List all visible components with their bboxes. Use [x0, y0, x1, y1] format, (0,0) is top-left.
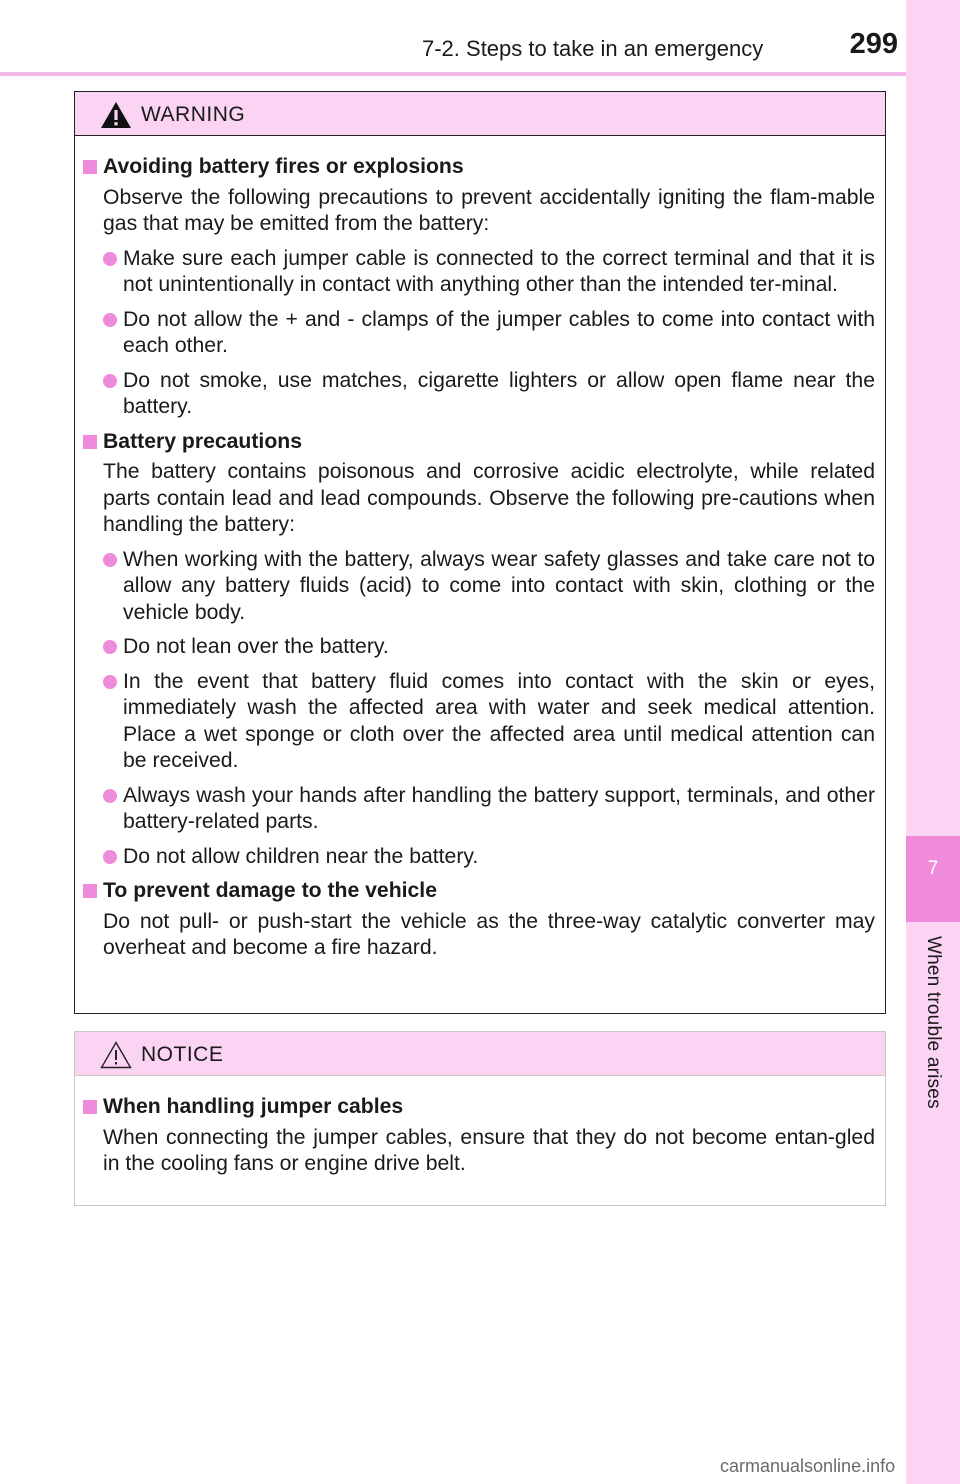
warning-label: WARNING	[141, 103, 246, 126]
section-heading: Battery precautions	[103, 429, 875, 456]
warning-section	[83, 429, 875, 871]
section-heading: When handling jumper cables	[103, 1094, 875, 1121]
warning-header	[75, 92, 885, 136]
chapter-title: When trouble arises	[923, 936, 944, 1109]
header-divider	[0, 72, 906, 76]
warning-box	[74, 91, 886, 1014]
section-title: 7-2. Steps to take in an emergency	[422, 36, 764, 61]
site-watermark: carmanualsonline.info	[720, 1456, 896, 1476]
bullet-item: Do not lean over the battery.	[103, 634, 875, 661]
chapter-side-tab	[906, 0, 960, 1484]
notice-triangle-icon	[99, 1040, 133, 1070]
notice-header	[75, 1032, 885, 1076]
notice-section	[83, 1094, 875, 1178]
warning-section	[83, 878, 875, 962]
warning-triangle-icon	[99, 100, 133, 130]
section-intro: Observe the following precautions to prevent accidentally igniting the flam-mable gas that may be emitted from the battery:	[103, 185, 875, 235]
bullet-item: Do not smoke, use matches, cigarette lighters or allow open flame near the battery.	[103, 368, 875, 421]
bullet-item: Do not allow children near the battery.	[103, 844, 875, 871]
notice-label: NOTICE	[141, 1043, 224, 1066]
section-intro: When connecting the jumper cables, ensure that they do not become entan-gled in the cooling fans or engine drive belt.	[103, 1125, 875, 1175]
page-number: 299	[849, 28, 898, 60]
section-heading: Avoiding battery fires or explosions	[103, 154, 875, 181]
section-intro: The battery contains poisonous and corrosive acidic electrolyte, while related parts contain lead and lead compounds. Observe the following pre-cautions when handling the battery:	[103, 460, 875, 536]
bullet-item: In the event that battery fluid comes into contact with the skin or eyes, immediately wash the affected area with water and seek medical attention. Place a wet sponge or cloth over the affected area until medical attention can be received.	[103, 669, 875, 775]
chapter-number: 7	[927, 858, 939, 879]
notice-box	[74, 1031, 886, 1206]
warning-section	[83, 154, 875, 421]
bullet-item: When working with the battery, always wear safety glasses and take care not to allow any battery fluids (acid) to come into contact with skin, clothing or the vehicle body.	[103, 547, 875, 627]
bullet-item: Make sure each jumper cable is connected to the correct terminal and that it is not unintentionally in contact with anything other than the intended ter-minal.	[103, 246, 875, 299]
notice-content	[75, 1076, 885, 1178]
bullet-item: Always wash your hands after handling the battery support, terminals, and other battery-related parts.	[103, 783, 875, 836]
page-header	[0, 0, 906, 76]
warning-content	[75, 136, 885, 962]
section-heading: To prevent damage to the vehicle	[103, 878, 875, 905]
bullet-item: Do not allow the + and - clamps of the jumper cables to come into contact with each other.	[103, 307, 875, 360]
section-intro: Do not pull- or push-start the vehicle as the three-way catalytic converter may overheat and become a fire hazard.	[103, 909, 875, 959]
